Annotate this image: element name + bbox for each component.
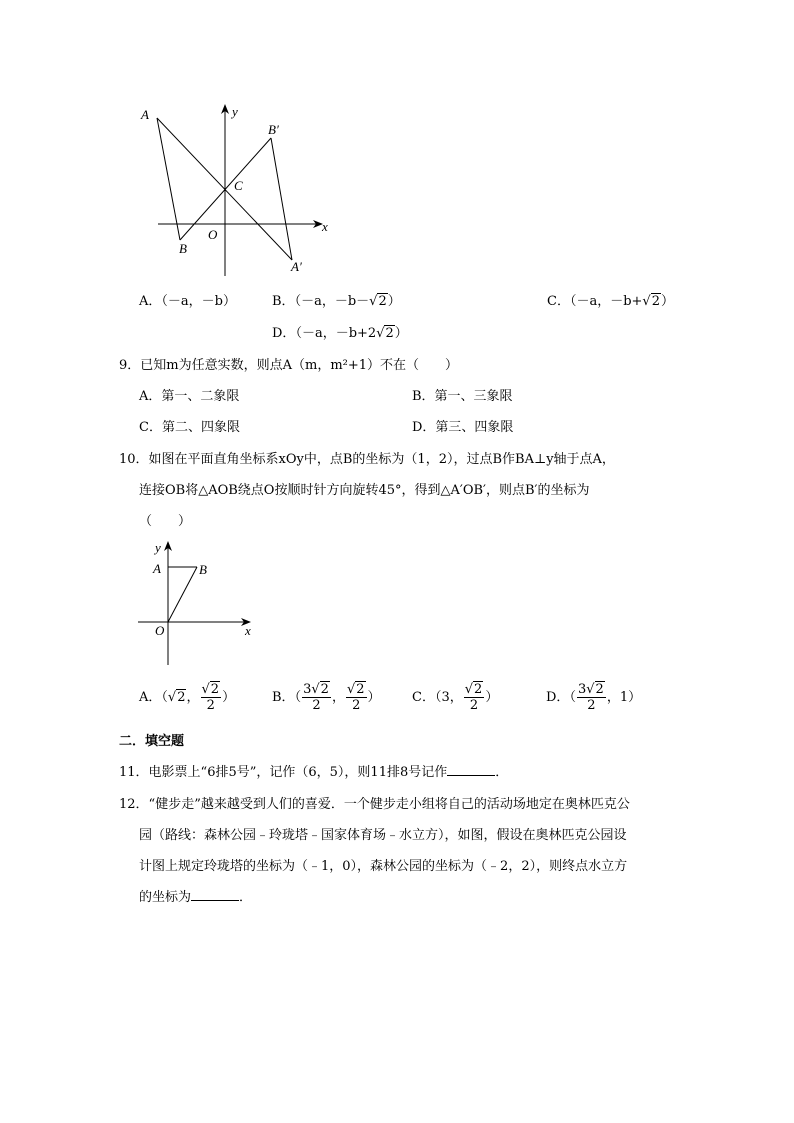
label-y: y xyxy=(232,104,238,119)
q12-line1: 12．“健步走”越来越受到人们的喜爱．一个健步走小组将自己的活动场地定在奥林匹克公 xyxy=(119,797,630,812)
label-x: x xyxy=(245,623,251,638)
q10-option-d[interactable]: D．（ $\frac{3√2}{2}$ ，1） xyxy=(546,682,642,713)
figure-q10-triangle-aob xyxy=(135,535,265,670)
sqrt-icon: √2 xyxy=(642,294,660,309)
q10-option-a[interactable]: A．（√2， $\frac{√2}{2}$ ） xyxy=(139,680,235,716)
sqrt-icon: √2 xyxy=(376,326,394,341)
fraction: $\frac{3√2}{2}$ xyxy=(577,682,604,713)
label-y: y xyxy=(155,540,161,555)
fraction: $\frac{√2}{2}$ xyxy=(464,682,483,713)
q8-option-a[interactable]: A．（－a，－b） xyxy=(139,294,236,309)
label-O: O xyxy=(155,623,165,638)
q12-line4: 的坐标为 ． xyxy=(139,890,253,905)
q11-text: 11．电影票上“6排5号”，记作（6，5），则11排8号记作 ． xyxy=(119,765,509,780)
fraction: $\frac{√2}{2}$ xyxy=(201,682,220,713)
label-A-prime: A′ xyxy=(291,259,302,274)
section-title-fill-in: 二．填空题 xyxy=(119,734,185,749)
q12-line3: 计图上规定玲珑塔的坐标为（﹣1，0），森林公园的坐标为（﹣2，2），则终点水立方 xyxy=(139,859,628,874)
answer-blank[interactable] xyxy=(191,888,239,901)
sqrt-icon: √2 xyxy=(167,690,186,705)
fraction: $\frac{3√2}{2}$ xyxy=(303,682,329,713)
q10-option-c[interactable]: C．（3， $\frac{√2}{2}$ ） xyxy=(412,682,499,713)
fraction: $\frac{√2}{2}$ xyxy=(346,682,365,713)
label-O: O xyxy=(208,227,218,242)
q8-option-d[interactable]: D．（－a，－b+2√2） xyxy=(272,326,408,341)
label-B: B xyxy=(179,241,187,256)
q10-stem-line3: （ ） xyxy=(139,514,192,529)
q9-option-c[interactable]: C．第二、四象限 xyxy=(139,420,240,435)
q8-option-b[interactable]: B．（－a，－b－√2） xyxy=(272,294,401,309)
label-B-prime: B′ xyxy=(268,122,279,137)
q10-stem-line1: 10．如图在平面直角坐标系xOy中，点B的坐标为（1，2），过点B作BA⊥y轴于点A， xyxy=(119,452,615,467)
answer-blank[interactable] xyxy=(447,763,495,776)
label-C: C xyxy=(234,178,243,193)
q9-option-d[interactable]: D．第三、四象限 xyxy=(412,420,514,435)
q9-option-b[interactable]: B．第一、三象限 xyxy=(412,389,513,404)
q9-option-a[interactable]: A．第一、二象限 xyxy=(139,389,240,404)
figure-q8-coordinate-diagram xyxy=(135,100,345,280)
q12-line2: 园（路线：森林公园﹣玲珑塔﹣国家体育场﹣水立方），如图，假设在奥林匹克公园设 xyxy=(139,828,627,843)
label-x: x xyxy=(322,219,328,234)
segment-AB xyxy=(157,118,180,240)
q8-option-c[interactable]: C．（－a，－b+√2） xyxy=(547,294,675,309)
q10-option-b[interactable]: B．（ $\frac{3√2}{2}$ ， $\frac{√2}{2}$ ） xyxy=(272,682,381,713)
label-A: A xyxy=(153,561,161,576)
label-A: A xyxy=(141,107,149,122)
label-B: B xyxy=(199,562,207,577)
q9-stem: 9．已知m为任意实数，则点A（m，m²+1）不在（ ） xyxy=(119,358,459,373)
segment-OB xyxy=(168,567,197,622)
sqrt-icon: √2 xyxy=(369,294,387,309)
q10-stem-line2: 连接OB将△AOB绕点O按顺时针方向旋转45°，得到△A′OB′，则点B′的坐标为 xyxy=(139,483,590,498)
